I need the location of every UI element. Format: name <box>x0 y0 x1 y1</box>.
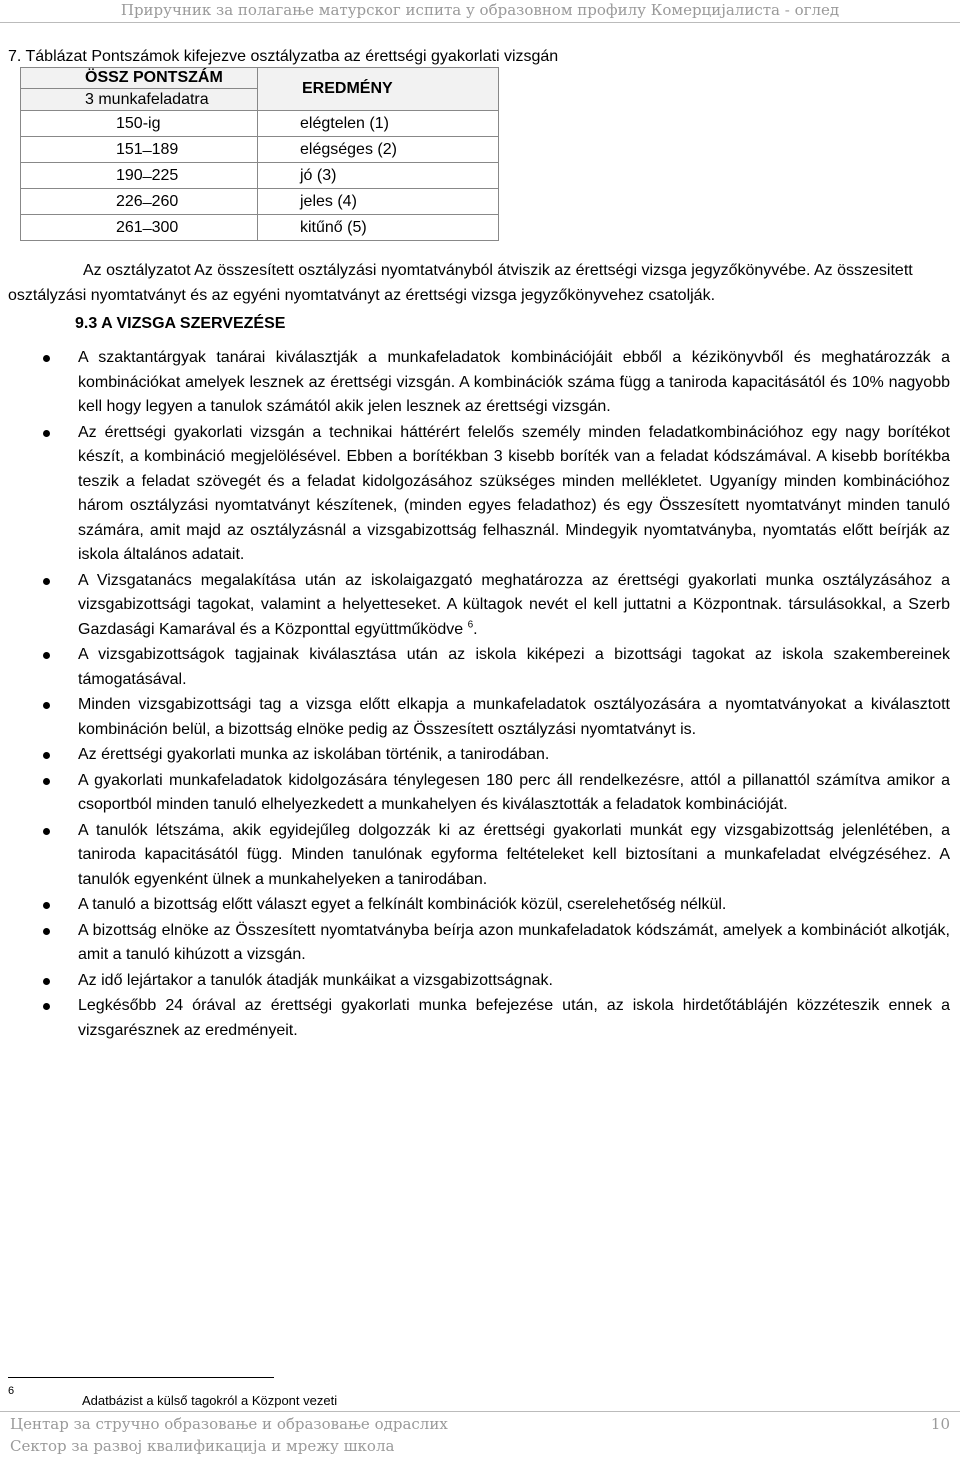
grade-cell: elégtelen (1) <box>258 111 499 137</box>
list-item <box>78 819 950 893</box>
list-item <box>78 994 950 1043</box>
range-cell: 151 ̶ 189 <box>21 137 258 163</box>
grade-cell: elégséges (2) <box>258 137 499 163</box>
grade-table <box>20 67 499 241</box>
footnote-text: Adatbázist a külső tagokról a Központ vezeti <box>82 1393 338 1408</box>
list-item-text: A bizottság elnöke az Összesített nyomtatványba beírja azon munkafeladatok kódszámát, amelyek a kombinációt alkotják, amit a tanuló kihúzott a vizsgán. <box>78 921 950 963</box>
grade-cell: kitűnő (5) <box>258 215 499 241</box>
footer-divider <box>0 1411 960 1412</box>
bullet-icon <box>43 355 50 362</box>
list-item <box>78 893 950 918</box>
intro-paragraph <box>8 258 952 308</box>
bullet-icon <box>43 902 50 909</box>
table-header-row <box>21 68 499 89</box>
list-item <box>78 643 950 692</box>
list-item-text: Az érettségi gyakorlati vizsgán a technikai háttérért felelős személy minden feladatkombinációhoz egy nagy borítékot készít, a kombináció megjelölésével. Ebben a borítékban 3 kisebb boríték van a feladat kódszámával. A kisebb borítékba teszik a feladat szövegét és a feladat kidolgozásához szükséges minden mellékletet. Ugyanígy minden kombinációhoz három osztályzási nyomtatványt készítenek, (minden egyes feladathoz) és egy Összesített nyomtatványt minden tanuló számára, amit majd az osztályzásnál a vizsgabizottság felhasznál. Mindegyik nyomtatványba, nyomtatás előtt beírják az iskola általános adatait. <box>78 423 950 563</box>
range-cell: 190 ̶ 225 <box>21 163 258 189</box>
footnote-number: 6 <box>8 1385 15 1397</box>
list-item-text: Legkésőbb 24 órával az érettségi gyakorlati munka befejezése után, az iskola hirdetőtáblájén közzéteszik ennek a vizsgarésznek az eredményeit. <box>78 997 950 1039</box>
bullet-icon <box>43 430 50 437</box>
range-cell: 150-ig <box>21 111 258 137</box>
range-cell: 261 ̶ 300 <box>21 215 258 241</box>
footer-line2: Сектор за развој квалификација и мрежу школа <box>10 1437 395 1455</box>
list-item <box>78 346 950 420</box>
list-item-end: . <box>473 620 478 638</box>
bullet-list <box>78 346 950 1044</box>
list-item-text: A vizsgabizottságok tagjainak kiválasztása után az iskola kiképezi a bizottsági tagokat az iskola szakembereinek támogatásával. <box>78 646 950 688</box>
header-result: EREDMÉNY <box>258 68 499 111</box>
list-item-text: A gyakorlati munkafeladatok kidolgozására ténylegesen 180 perc áll rendelkezésre, attól a pillanattól számítva amikor a csoportból minden tanuló elhelyezkedett a munkahelyen és kiválasztották a feladatok kombinációját. <box>78 771 950 813</box>
page-header <box>0 0 960 23</box>
bullet-icon <box>43 928 50 935</box>
footnote-divider <box>8 1377 274 1378</box>
grade-cell: jó (3) <box>258 163 499 189</box>
list-item-text: Minden vizsgabizottsági tag a vizsga előtt elkapja a munkafeladatok osztályozására a nyomtatványokat a kiválasztott kombináción belül, a bizottság elnöke pedig az Összesített osztályzási nyomtatványt is. <box>78 696 950 738</box>
list-item <box>78 919 950 968</box>
footer-line1: Центар за стручно образовање и образовање одраслих <box>10 1415 448 1433</box>
list-item <box>78 769 950 818</box>
list-item-text: Az érettségi gyakorlati munka az iskolában történik, a tanirodában. <box>78 746 550 763</box>
page-number: 10 <box>930 1415 950 1433</box>
header-title: Приручник за полагање матурског испита у образовном профилу Комерцијалиста - оглед <box>120 1 840 19</box>
range-cell: 226 ̶ 260 <box>21 189 258 215</box>
table-row <box>21 137 499 163</box>
table-row <box>21 163 499 189</box>
table-caption: 7. Táblázat Pontszámok kifejezve osztályzatba az érettségi gyakorlati vizsgán <box>8 48 559 65</box>
bullet-icon <box>43 702 50 709</box>
list-item-text: Az idő lejártakor a tanulók átadják munkáikat a vizsgabizottságnak. <box>78 971 553 989</box>
bullet-icon <box>43 1003 50 1010</box>
list-item-text: A Vizsgatanács megalakítása után az iskolaigazgató meghatározza az érettségi gyakorlati munka osztályzásához a vizsgabizottsági tagokat, valamint a helyetteseket. A kültagok nevét el kell juttatni a Központnak. társulásokkal, a Szerb Gazdasági Kamarával és a Központtal együttműködve <box>78 571 950 638</box>
header-points-line1: ÖSSZ PONTSZÁM <box>21 68 258 89</box>
bullet-icon <box>43 752 50 759</box>
table-row <box>21 189 499 215</box>
bullet-icon <box>43 828 50 835</box>
list-item <box>78 569 950 643</box>
bullet-icon <box>43 578 50 585</box>
list-item-text: A tanulók létszáma, akik egyidejűleg dolgozzák ki az érettségi gyakorlati munkát egy vizsgabizottság jelenlétében, a taniroda kapacitásától függ. Minden tanulónak egyforma feltételeket kell biztosítani a munkafeladat elvégzéséhez. A tanulók egyenként ülnek a munkahelyeken a tanirodában. <box>78 821 950 888</box>
list-item-text: A tanuló a bizottság előtt választ egyet a felkínált kombinációk közül, cserelehetőség nélkül. <box>78 896 727 913</box>
list-item <box>78 693 950 742</box>
header-points-line2: 3 munkafeladatra <box>21 89 258 111</box>
table-row <box>21 215 499 241</box>
grade-cell: jeles (4) <box>258 189 499 215</box>
bullet-icon <box>43 778 50 785</box>
list-item <box>78 743 950 768</box>
list-item <box>78 421 950 568</box>
bullet-icon <box>43 978 50 985</box>
footnote-ref: 6 <box>467 619 474 631</box>
section-title: 9.3 A VIZSGA SZERVEZÉSE <box>75 315 286 332</box>
list-item-text: A szaktantárgyak tanárai kiválasztják a munkafeladatok kombinációjáit ebből a kézikönyvből és meghatározzák a kombinációkat amelyek lesznek az érettségi vizsgán. A kombinációk száma függ a taniroda kapacitásától és 10% nagyobb kell hogy legyen a tanulok számától akik jelen lesznek az érettségi vizsgán. <box>78 349 950 415</box>
list-item <box>78 969 950 994</box>
bullet-icon <box>43 652 50 659</box>
table-row <box>21 111 499 137</box>
paragraph-text: Az osztályzatot Az összesített osztályzási nyomtatványból átviszik az érettségi vizsga jegyzőkönyvébe. Az összesitett osztályzási nyomtatványt és az egyéni nyomtatványt az érettségi vizsga jegyzőkönyvehez csatolják. <box>8 262 913 304</box>
